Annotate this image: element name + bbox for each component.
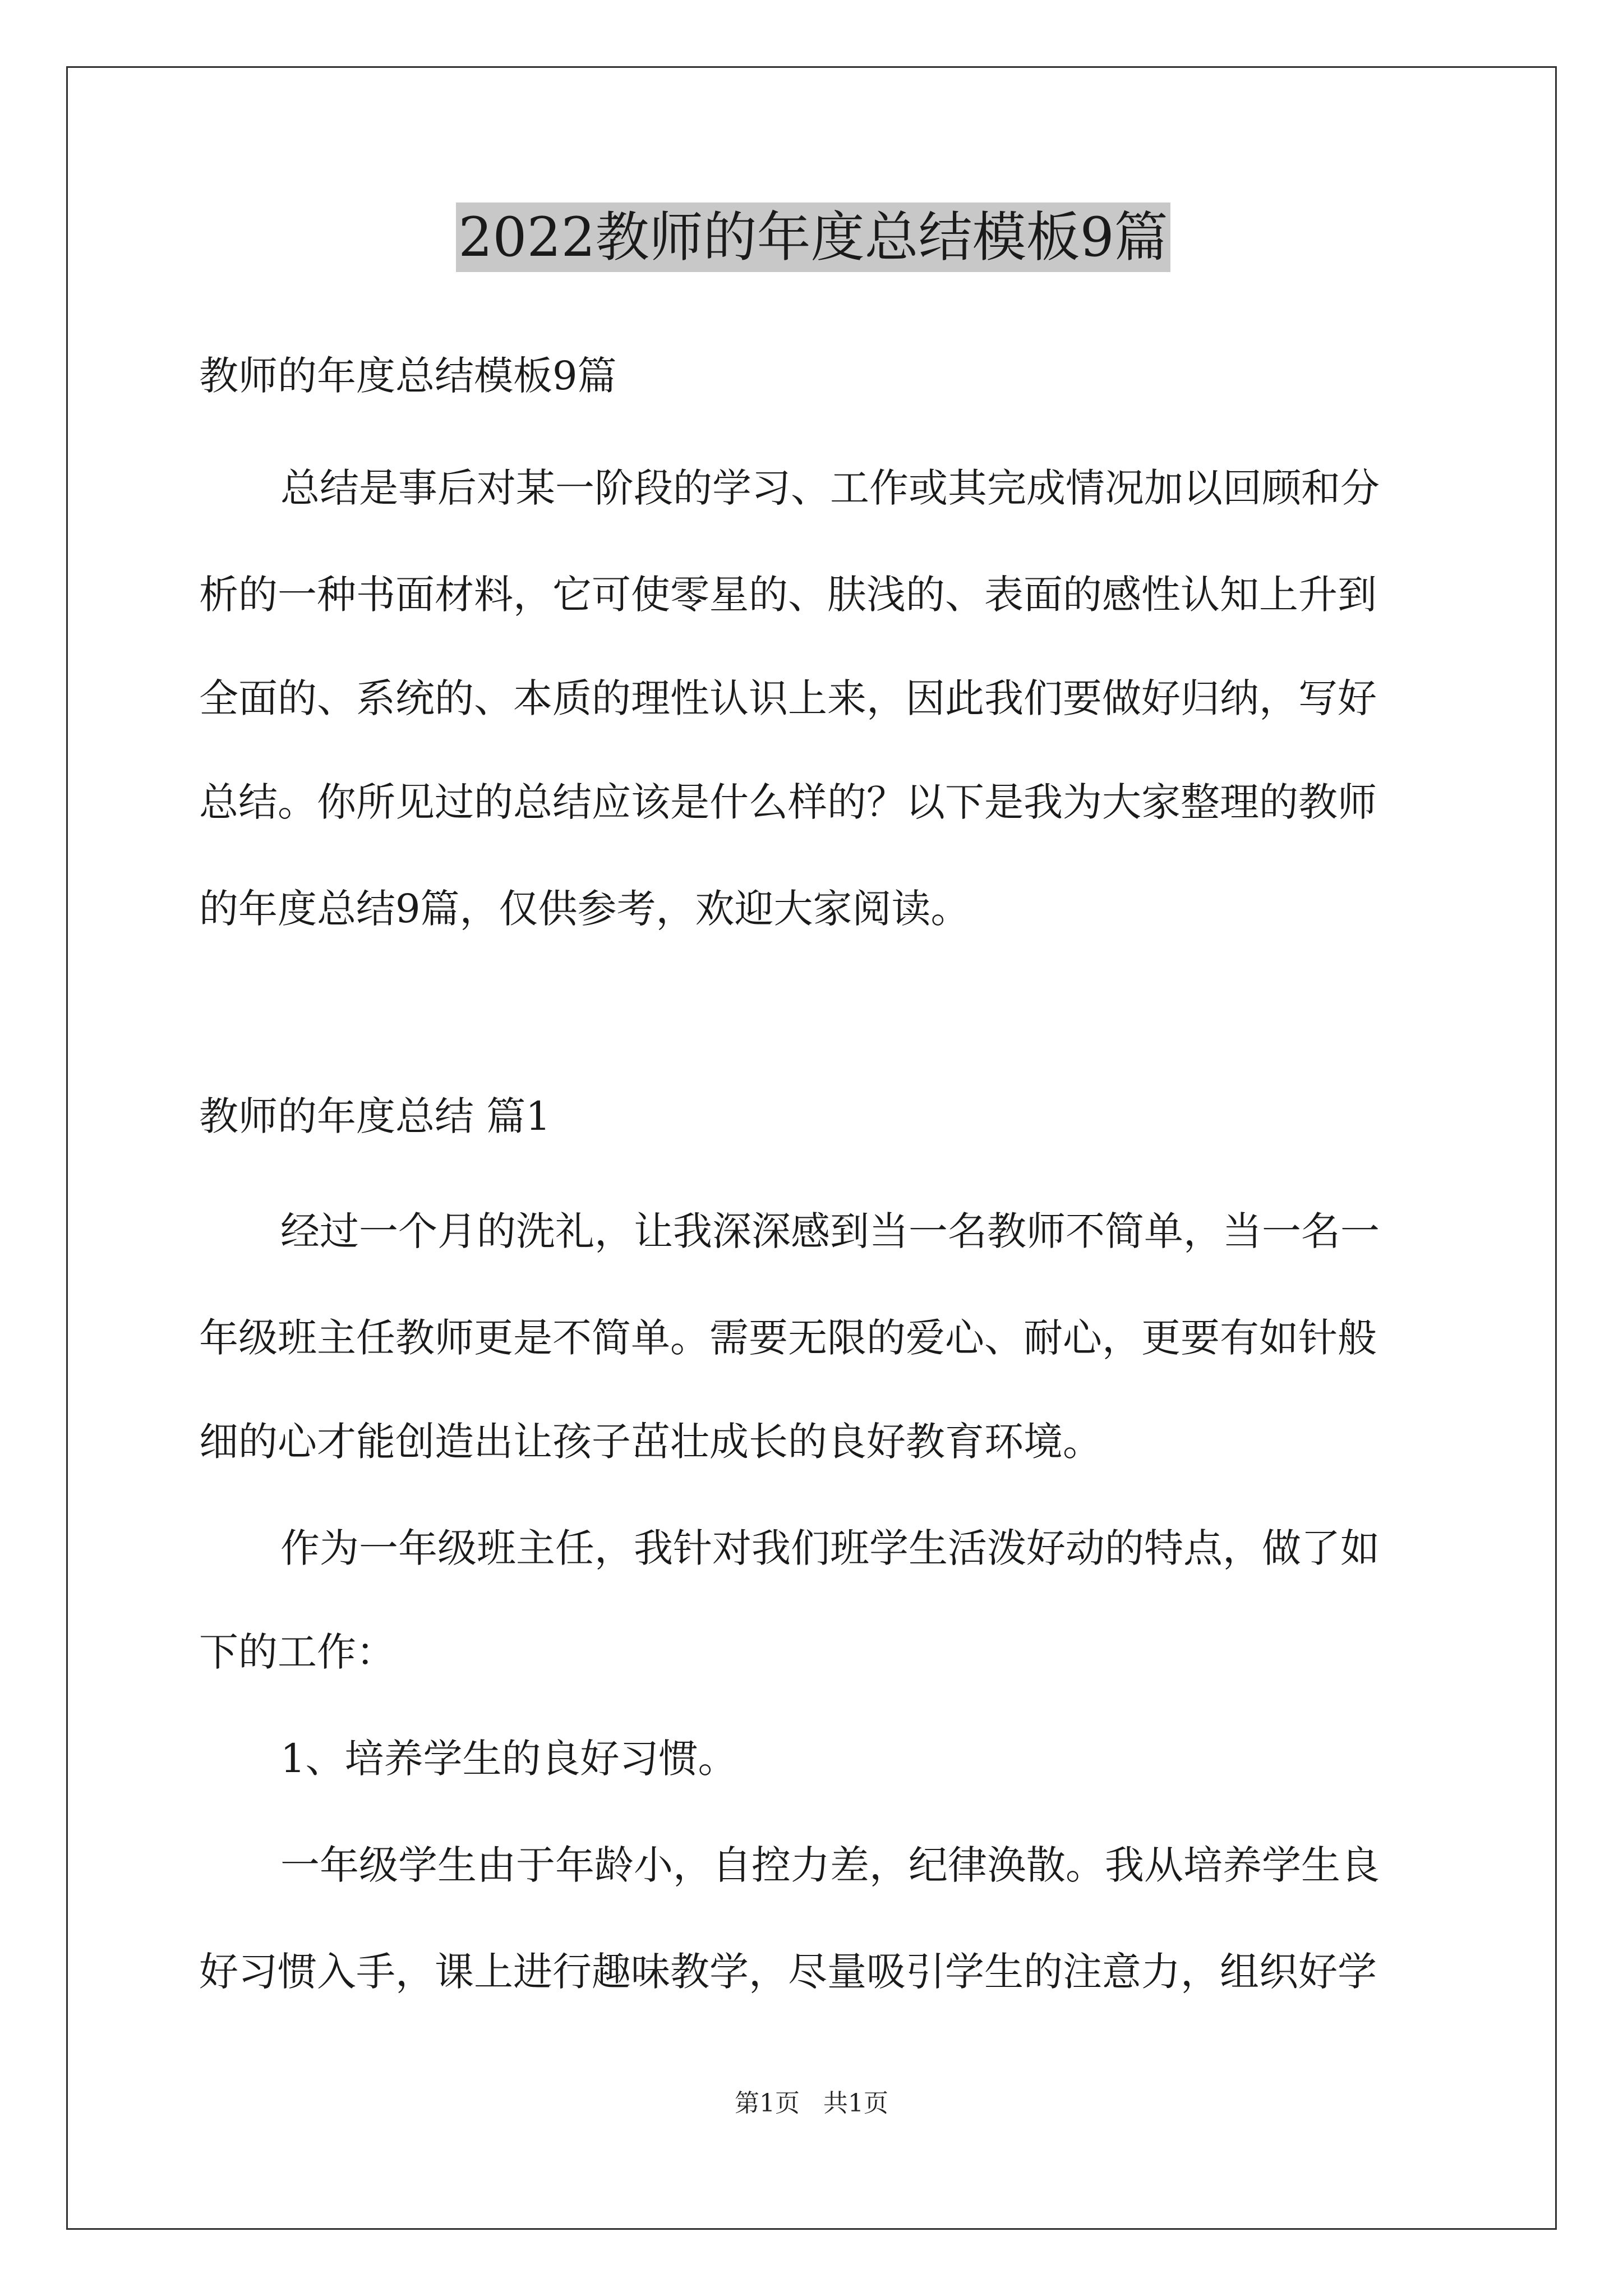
paragraph-line: 作为一年级班主任，我针对我们班学生活泼好动的特点，做了如 [280, 1525, 1380, 1571]
intro-line: 总结。你所见过的总结应该是什么样的？以下是我为大家整理的教师 [199, 779, 1377, 825]
section-heading: 教师的年度总结 篇1 [199, 1093, 551, 1139]
paragraph-line: 经过一个月的洗礼，让我深深感到当一名教师不简单，当一名一 [280, 1208, 1380, 1254]
intro-line: 的年度总结9篇，仅供参考，欢迎大家阅读。 [199, 886, 970, 932]
intro-line: 全面的、系统的、本质的理性认识上来，因此我们要做好归纳，写好 [199, 675, 1377, 721]
document-subtitle: 教师的年度总结模板9篇 [199, 353, 617, 399]
paragraph-line: 细的心才能创造出让孩子茁壮成长的良好教育环境。 [199, 1419, 1102, 1465]
document-title: 2022教师的年度总结模板9篇 [199, 201, 1427, 274]
intro-line: 析的一种书面材料，它可使零星的、肤浅的、表面的感性认知上升到 [199, 572, 1377, 618]
paragraph-line: 一年级学生由于年龄小，自控力差，纪律涣散。我从培养学生良 [280, 1842, 1380, 1888]
paragraph-line: 好习惯入手，课上进行趣味教学，尽量吸引学生的注意力，组织好学 [199, 1949, 1377, 1995]
intro-line: 总结是事后对某一阶段的学习、工作或其完成情况加以回顾和分 [280, 465, 1380, 511]
list-item: 1、培养学生的良好习惯。 [280, 1736, 737, 1782]
paragraph-line: 下的工作： [199, 1629, 395, 1675]
page-number: 第1页 共1页 [735, 2089, 888, 2118]
paragraph-line: 年级班主任教师更是不简单。需要无限的爱心、耐心，更要有如针般 [199, 1315, 1377, 1361]
